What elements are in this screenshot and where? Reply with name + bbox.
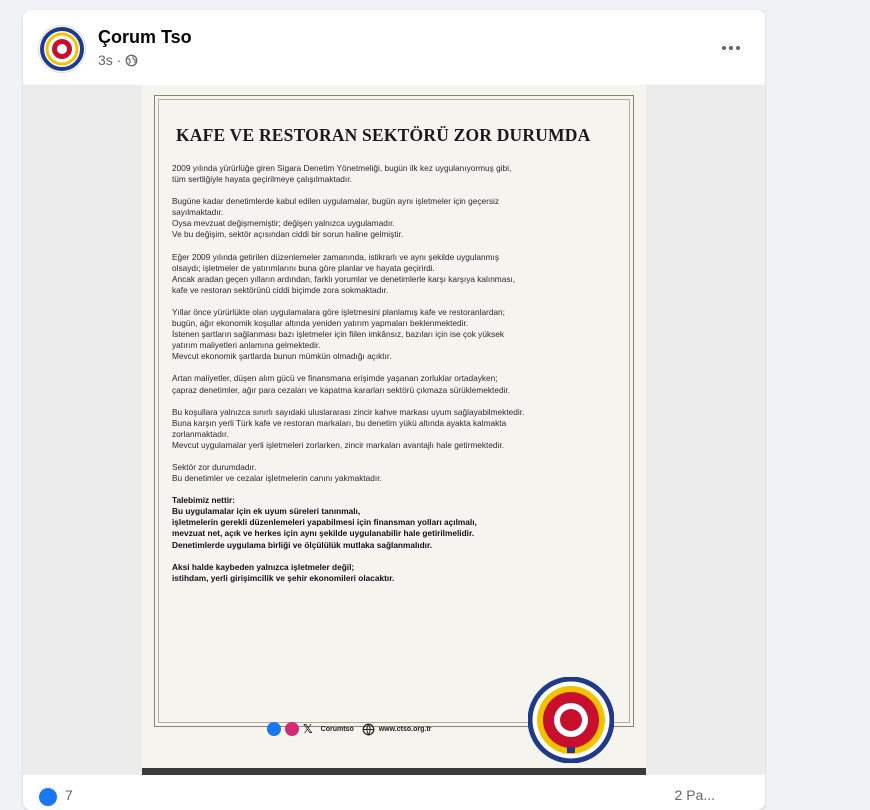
x-icon: 𝕏 bbox=[303, 722, 313, 736]
web-icon bbox=[362, 723, 375, 736]
announcement-poster bbox=[142, 85, 646, 775]
poster-line: kafe ve restoran sektörünü ciddi biçimde zora sokmaktadır. bbox=[172, 284, 389, 295]
post-footer bbox=[23, 775, 765, 805]
poster-body bbox=[172, 163, 622, 595]
social-handle: Corumtso bbox=[320, 725, 354, 733]
chamber-seal-icon bbox=[528, 677, 614, 763]
poster-paragraph bbox=[172, 373, 622, 395]
poster-line: 2009 yılında yürürlüğe giren Sigara Denetim Yönetmeliği, bugün ilk kez uygulanıyormuş gibi, bbox=[172, 163, 512, 173]
more-options-icon[interactable] bbox=[717, 34, 745, 62]
poster-line: Bu uygulamalar için ek uyum süreleri tanınmalı, bbox=[172, 506, 361, 517]
poster-line: Bu denetimler ve cezalar işletmelerin canını yakmaktadır. bbox=[172, 473, 382, 484]
poster-line: İstenen şartların sağlanması bazı işletmeler için fiilen imkânsız, bazıları için ise çok yüksek bbox=[172, 329, 505, 340]
poster-line: Mevcut uygulamalar yerli işletmeleri zorlarken, zincir markaları avantajlı hale getirmektedir. bbox=[172, 439, 504, 450]
poster-bottom-bar bbox=[142, 768, 646, 775]
poster-paragraph bbox=[172, 252, 622, 296]
globe-icon bbox=[125, 54, 138, 67]
reaction-count[interactable]: 7 bbox=[65, 787, 73, 803]
poster-line: Buna karşın yerli Türk kafe ve restoran markaları, bu denetim yükü altında ayakta kalmakta bbox=[172, 417, 507, 428]
facebook-icon bbox=[267, 722, 281, 736]
poster-paragraph bbox=[172, 562, 622, 584]
poster-line: Sektör zor durumdadır. bbox=[172, 461, 257, 472]
poster-line: çapraz denetimler, ağır para cezaları ve kapatma kararları sektörü çıkmaza sürüklemektedir. bbox=[172, 384, 511, 395]
poster-paragraph bbox=[172, 407, 622, 451]
poster-line: Bu koşullara yalnızca sınırlı sayıdaki uluslararası zincir kahve markası uyum sağlayabilmektedir. bbox=[172, 406, 525, 417]
poster-line: sayılmaktadır. bbox=[172, 207, 224, 218]
poster-paragraph bbox=[172, 495, 622, 550]
page-avatar[interactable] bbox=[38, 25, 86, 73]
poster-paragraph bbox=[172, 462, 622, 484]
poster-line: Ve bu değişim, sektör açısından ciddi bir sorun haline gelmiştir. bbox=[172, 229, 404, 240]
poster-line: istihdam, yerli girişimcilik ve şehir ekonomileri olacaktır. bbox=[172, 572, 395, 583]
poster-line: Yıllar önce yürürlükte olan uygulamalara göre işletmesini planlamış kafe ve restoranlardan; bbox=[172, 306, 505, 317]
poster-line: Eğer 2009 yılında getirilen düzenlemeler zamanında, istikrarlı ve aynı şekilde uygulanmış bbox=[172, 251, 499, 262]
poster-line: Artan maliyetler, düşen alım gücü ve finansmana erişimde yaşanan zorluklar ortadayken; bbox=[172, 373, 498, 384]
poster-paragraph bbox=[172, 163, 622, 185]
poster-line: yatırım maliyetleri anlamına gelmektedir. bbox=[172, 340, 321, 351]
share-count[interactable]: 2 Pa... bbox=[674, 787, 715, 803]
poster-line: olsaydı; işletmeler de yatırımlarını buna göre planlar ve hayata geçirirdi. bbox=[172, 262, 435, 273]
poster-line: zorlanmaktadır. bbox=[172, 428, 229, 439]
poster-line: Talebimiz nettir: bbox=[172, 495, 236, 506]
website-link: www.ctso.org.tr bbox=[378, 725, 432, 733]
post-meta bbox=[98, 52, 138, 68]
poster-line: Bugüne kadar denetimlerde kabul edilen uygulamalar, bugün aynı işletmeler için geçersiz bbox=[172, 196, 499, 207]
meta-separator: · bbox=[116, 52, 122, 68]
poster-line: Mevcut ekonomik şartlarda bunun mümkün olmadığı açıktır. bbox=[172, 351, 392, 362]
post-image[interactable] bbox=[23, 85, 765, 775]
poster-line: tüm sertliğiyle hayata geçirilmeye çalışılmaktadır. bbox=[172, 174, 352, 185]
poster-line: mevzuat net, açık ve herkes için aynı şekilde uygulanabilir hale getirilmelidir. bbox=[172, 528, 475, 539]
page-name[interactable]: Çorum Tso bbox=[98, 27, 192, 47]
poster-line: bugün, ağır ekonomik koşullar altında yeniden yatırım yapmaları beklenmektedir. bbox=[172, 318, 469, 329]
poster-line: işletmelerin gerekli düzenlemeleri yapabilmesi için finansman yolları açılmalı, bbox=[172, 517, 477, 528]
poster-footer bbox=[267, 719, 431, 739]
post-card bbox=[23, 10, 765, 810]
post-time[interactable]: 3s bbox=[98, 52, 113, 68]
post-header bbox=[23, 10, 765, 85]
poster-paragraph bbox=[172, 307, 622, 362]
poster-line: Aksi halde kaybeden yalnızca işletmeler değil; bbox=[172, 561, 355, 572]
like-reaction-icon[interactable] bbox=[39, 788, 57, 806]
poster-line: Ancak aradan geçen yılların ardından, farklı yorumlar ve denetimlerle karşı karşıya kalınması, bbox=[172, 273, 516, 284]
poster-paragraph bbox=[172, 196, 622, 240]
instagram-icon bbox=[285, 722, 299, 736]
chamber-logo-icon bbox=[39, 26, 85, 72]
poster-line: Denetimlerde uygulama birliği ve ölçülülük mutlaka sağlanmalıdır. bbox=[172, 539, 433, 550]
poster-line: Oysa mevzuat değişmemiştir; değişen yalnızca uygulamadır. bbox=[172, 218, 395, 229]
poster-title: KAFE VE RESTORAN SEKTÖRÜ ZOR DURUMDA bbox=[176, 125, 591, 145]
